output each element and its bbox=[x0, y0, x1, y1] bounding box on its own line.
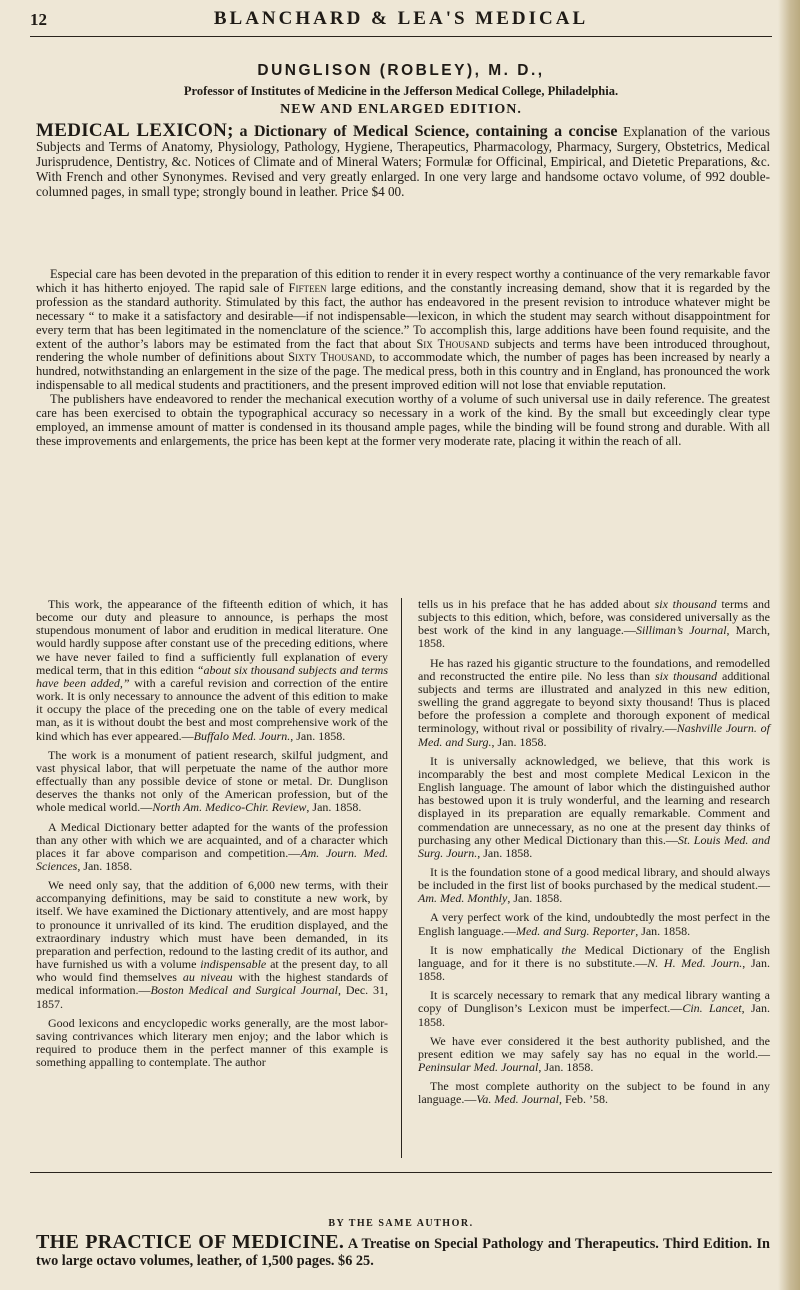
review-text: A Medical Dictionary better adapted for the wants of the profession than any other with which we are acquainted, and of a character which places it far above comparison and competition.— bbox=[36, 819, 388, 860]
review-date: , Jan. 1858. bbox=[507, 891, 563, 906]
review-item bbox=[418, 1035, 770, 1074]
review-source: Am. Med. Monthly bbox=[418, 891, 508, 906]
review-item bbox=[36, 598, 388, 743]
review-source: Va. Med. Journal bbox=[476, 1092, 559, 1107]
review-text: We have ever considered it the best authority published, and the present edition we may safely say has no equal in the world.— bbox=[418, 1033, 770, 1061]
review-date: , March, 1858. bbox=[418, 623, 770, 651]
notice-paragraph: The publishers have endeavored to render the mechanical execution worthy of a volume of such universal use in daily reference. The greatest care has been exercised to obtain the typographical accuracy so necessary in a work of the kind. By the small but exceedingly clear type employed, an immense amount of matter is condensed in its thousand ample pages, while the binding will be found strong and durable. With all these improvements and enlargements, the price has been kept at the former very moderate rate, placing it within the reach of all. bbox=[36, 392, 770, 448]
book-title: MEDICAL LEXICON; bbox=[36, 120, 234, 141]
page-number: 12 bbox=[30, 10, 47, 29]
review-emphasis: au niveau bbox=[182, 970, 233, 985]
reviews-section bbox=[36, 598, 770, 1166]
book-details: Explanation of the various Subjects and Terms of Anatomy, Physiology, Pathology, Hygiene, Therapeutics, Pharmacology, Pharmacy, Surgery, Obstetrics, Medical Jurisprudence, Dentistry, &c. Notices of Climate and of Mineral Waters; Formulæ for Officinal, Empirical, and Dietetic Preparations, &c. With French and other Synonymes. Revised and very greatly enlarged. In one very large and handsome octavo volume, of 992 double-columned pages, in small type; strongly bound in leather. Price $4 00. bbox=[36, 124, 770, 199]
review-item bbox=[36, 749, 388, 815]
review-emphasis: the bbox=[561, 942, 577, 957]
review-text: It is scarcely necessary to remark that any medical library wanting a copy of Dunglison’s Lexicon must be imperfect.— bbox=[418, 988, 770, 1016]
review-source: Boston Medical and Surgical Journal bbox=[150, 983, 338, 998]
review-item bbox=[418, 911, 770, 937]
reviews-right-column bbox=[418, 598, 770, 1112]
notice-text: Especial care has been devoted in the preparation of this edition to render it in every respect worthy a continuance of the very remarkable favor which it has hitherto enjoyed. The rapid sale of bbox=[36, 267, 770, 295]
review-item bbox=[418, 989, 770, 1028]
review-item bbox=[418, 866, 770, 905]
review-text: Medical Dictionary of the English language, and for it there is no substitute.— bbox=[418, 942, 770, 970]
column-divider bbox=[401, 598, 402, 1158]
review-item bbox=[418, 944, 770, 983]
emphasis-sixty-thousand: Sixty Thousand bbox=[288, 350, 373, 365]
review-date: , Dec. 31, 1857. bbox=[36, 983, 388, 1011]
review-text: A very perfect work of the kind, undoubtedly the most perfect in the English language.— bbox=[418, 910, 770, 938]
review-text: He has razed his gigantic structure to the foundations, and remodelled and reconstructed the entire pile. No less than bbox=[418, 655, 770, 683]
review-text: It is the foundation stone of a good medical library, and should always be included in the first list of books purchased by the medical student.— bbox=[418, 864, 770, 893]
footer-rule bbox=[30, 1172, 772, 1173]
review-text: The work is a monument of patient research, skilful judgment, and vast physical labor, that will perpetuate the name of the author more effectually than any possible device of stone or metal. Dr. Dunglison deserves the thanks not only of the American profession, but of the whole medical world.— bbox=[36, 747, 388, 815]
review-date: , Jan. 1858. bbox=[635, 923, 691, 938]
review-source: Am. Journ. Med. Sciences bbox=[36, 845, 388, 873]
review-text: The most complete authority on the subject to be found in any language.— bbox=[418, 1079, 770, 1107]
page-header bbox=[30, 6, 772, 32]
review-date: , Jan. 1858. bbox=[418, 955, 770, 984]
review-emphasis: “about six thousand subjects and terms have been added,” bbox=[36, 662, 389, 690]
running-title: BLANCHARD & LEA'S MEDICAL bbox=[213, 8, 589, 29]
notice-text: , to accommodate which, the number of pages has been increased by nearly a hundred, notwithstanding an enlargement in the size of the page. The medical press, both in this country and in England, has pronounced the work indispensable to all medical students and practitioners, and the present improved edition will not lose that enviable reputation. bbox=[36, 350, 770, 393]
review-item bbox=[36, 879, 388, 1011]
notice-text: subjects and terms have been introduced throughout, rendering the whole number of definitions about bbox=[36, 336, 770, 365]
review-text: Good lexicons and encyclopedic works generally, are the most labor-saving contrivances which literary men enjoy; and the labor which is required to produce them in the perfect manner of this example is something appalling to contemplate. The author bbox=[36, 1015, 388, 1070]
publisher-notice bbox=[36, 268, 770, 449]
review-text: tells us in his preface that he has added about bbox=[418, 597, 650, 611]
book-subtitle: a Dictionary of Medical Science, containing a concise bbox=[239, 123, 618, 140]
review-source: Nashville Journ. of Med. and Surg. bbox=[418, 721, 770, 749]
review-text: at the present day, to all who would find themselves bbox=[36, 957, 389, 985]
review-source: Peninsular Med. Journal bbox=[418, 1060, 539, 1074]
review-source: Cin. Lancet bbox=[682, 1001, 742, 1016]
review-text: It is universally acknowledged, we believe, that this work is incomparably the best and most complete Medical Lexicon in the English language. The amount of labor which the distinguished author has bestowed upon it is truly wonderful, and the learning and research displayed in its preparation are equally remarkable. Comment and commendation are unnecessary, as no one at the present day thinks of purchasing any other Medical Dictionary than this.— bbox=[418, 753, 770, 847]
second-book-description: A Treatise on Special Pathology and Therapeutics. Third Edition. In two large octavo volumes, leather, of 1,500 pages. $6 25. bbox=[36, 1236, 770, 1269]
review-date: , Feb. ’58. bbox=[558, 1092, 608, 1107]
review-source: North Am. Medico-Chir. Review bbox=[152, 800, 307, 815]
review-item bbox=[418, 598, 770, 651]
review-date: , Jan. 1858. bbox=[306, 800, 362, 815]
review-date: , Jan. 1858. bbox=[290, 728, 346, 743]
notice-paragraph bbox=[36, 268, 770, 393]
review-date: , Jan. 1858. bbox=[477, 845, 533, 860]
emphasis-fifteen: Fifteen bbox=[288, 280, 327, 295]
review-text: terms and subjects to this edition, which, before, was considered universally as the best work of the kind in any language.— bbox=[418, 597, 770, 638]
edition-heading: NEW AND ENLARGED EDITION. bbox=[280, 102, 522, 117]
review-emphasis: indispensable bbox=[200, 957, 267, 972]
page-edge-shadow bbox=[778, 0, 800, 1290]
review-source: St. Louis Med. and Surg. Journ. bbox=[418, 832, 770, 860]
second-book-title: THE PRACTICE OF MEDICINE. bbox=[36, 1231, 345, 1253]
review-date: , Jan. 1858. bbox=[538, 1060, 594, 1074]
review-item bbox=[36, 1017, 388, 1070]
review-item bbox=[418, 755, 770, 860]
notice-text: large editions, and the constantly increasing demand, show that it is regarded by the profession as the standard authority. Stimulated by this fact, the author has endeavored in the present revision to introduce whatever might be necessary “ to make it a satisfactory and desirable—if not indispensable—lexicon, in which the student may search without disappointment for every term that has been legitimated in the nomenclature of the science.” To accomplish this, large additions have been found requisite, and the extent of the author’s labors may be estimated from the fact that about bbox=[36, 280, 770, 351]
review-emphasis: six thousand bbox=[654, 597, 717, 611]
review-emphasis: six thousand bbox=[654, 668, 718, 683]
second-book-listing bbox=[36, 1231, 770, 1270]
review-text: It is now emphatically bbox=[430, 942, 554, 957]
same-author-byline: BY THE SAME AUTHOR. bbox=[328, 1218, 474, 1229]
review-text: with the highest standards of medical information.— bbox=[36, 970, 388, 998]
review-text: additional subjects and terms are illustrated and analyzed in this new edition, swelling the grand aggregate to beyond sixty thousand! Thus is placed before the profession a complete and thorough exponent of medical terminology, without rival or possibility of rivalry.— bbox=[418, 668, 771, 736]
book-description bbox=[36, 120, 770, 200]
review-date: , Jan. 1858. bbox=[418, 1001, 770, 1029]
review-text: We need only say, that the addition of 6,000 new terms, with their accompanying definitions, may be said to constitute a new work, by itself. We have examined the Dictionary attentively, and are most happy to pronounce it unrivalled of its kind. The erudition displayed, and the extraordinary industry which must have been demanded, in its preparation and perfection, redound to the lasting credit of its author, and have furnished us with a volume bbox=[36, 878, 388, 972]
review-item bbox=[418, 657, 770, 749]
review-text: with a careful revision and correction of the entire work. It is only necessary to announce the advent of this edition to make it occupy the place of the preceding one on the table of every medical man, as it is without doubt the best and most comprehensive work of the kind which has ever appeared.— bbox=[36, 675, 389, 743]
review-date: , Jan. 1858. bbox=[77, 858, 133, 873]
review-source: N. H. Med. Journ. bbox=[647, 955, 743, 970]
review-source: Med. and Surg. Reporter bbox=[515, 923, 636, 938]
review-source: Silliman’s Journal bbox=[635, 623, 727, 638]
author-position: Professor of Institutes of Medicine in the Jefferson Medical College, Philadelphia. bbox=[183, 84, 619, 98]
header-rule bbox=[30, 36, 772, 37]
review-source: Buffalo Med. Journ. bbox=[193, 728, 291, 743]
reviews-left-column bbox=[36, 598, 388, 1075]
author-name: DUNGLISON (ROBLEY), M. D., bbox=[257, 62, 545, 79]
review-item bbox=[418, 1080, 770, 1106]
review-text: This work, the appearance of the fifteenth edition of which, it has become our duty and pleasure to announce, is perhaps the most stupendous monument of labor and erudition in medical literature. One would hardly suppose after constant use of the preceding editions, where we have never failed to find a sufficiently full explanation of every medical term, that in this edition bbox=[36, 597, 388, 677]
emphasis-six-thousand: Six Thousand bbox=[416, 336, 490, 351]
review-item bbox=[36, 821, 388, 874]
review-date: , Jan. 1858. bbox=[491, 734, 547, 749]
